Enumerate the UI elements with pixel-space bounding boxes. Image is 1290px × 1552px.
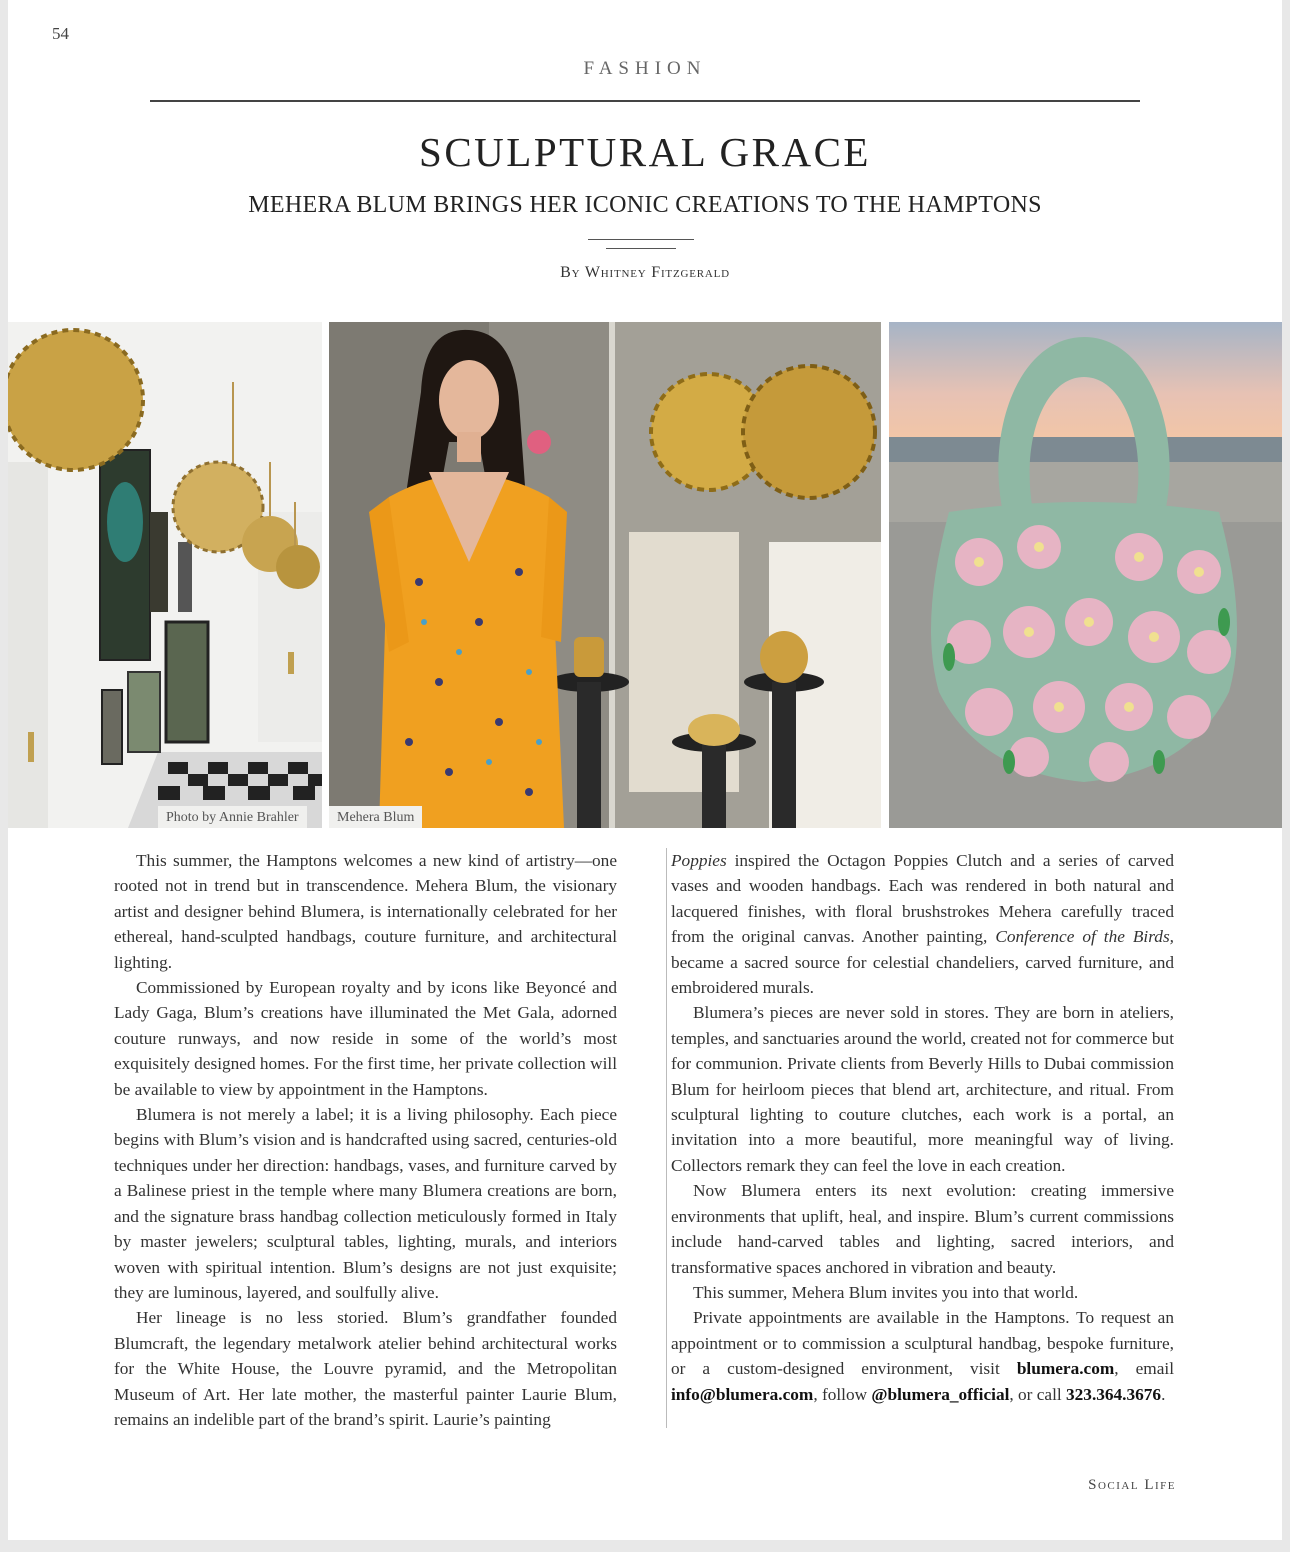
article-headline: SCULPTURAL GRACE [419, 129, 871, 175]
ornament-rule [588, 239, 694, 240]
text-run: , follow [813, 1384, 872, 1404]
photo-credit: Mehera Blum [329, 806, 422, 828]
body-paragraph [671, 848, 1174, 1000]
portrait-photo [329, 322, 881, 828]
text-run: became a sacred source for celestial chandeliers, carved furniture, and embroidered murals. [671, 952, 1174, 998]
magazine-footer: Social Life [1088, 1477, 1176, 1493]
section-label: FASHION [583, 58, 707, 79]
body-paragraph: Her lineage is no less storied. Blum’s grandfather founded Blumcraft, the legendary metalwork atelier behind architectural works for the White House, the Louvre pyramid, and the Metropolitan Museum of Art. Her late mother, the masterful painter Laurie Blum, remains an indelible part of the brand’s spirit. Laurie’s painting [114, 1308, 617, 1429]
text-run: Private appointments are available in the Hamptons. To request an appointment or to commission a sculptural handbag, bespoke furniture, or a custom-designed environment, visit [671, 1308, 1174, 1379]
hallway-photo [8, 322, 322, 828]
body-paragraph: Blumera is not merely a label; it is a living philosophy. Each piece begins with Blum’s vision and is handcrafted using sacred, centuries-old techniques under her direction: handbags, vases, and furniture carved by a Balinese priest in the temple where many Blumera creations are born, and the signature brass handbag collection meticulously formed in Italy by master jewelers; sculptural tables, lighting, murals, and interiors woven with spiritual intention. Blum’s designs are not just exquisite; they are luminous, layered, and soulfully alive. [114, 1105, 617, 1302]
social-handle[interactable]: @blumera_official [871, 1384, 1010, 1404]
magazine-page [8, 0, 1282, 1540]
header-rule [150, 100, 1140, 102]
text-run: . [1161, 1384, 1166, 1404]
phone-number[interactable]: 323.364.3676 [1066, 1384, 1162, 1404]
text-run: , or call [1009, 1384, 1067, 1404]
byline: By Whitney Fitzgerald [560, 264, 730, 281]
handbag-photo [889, 322, 1282, 828]
email-link[interactable]: info@blumera.com [671, 1384, 814, 1404]
contact-paragraph [671, 1305, 1174, 1407]
page-number: 54 [52, 24, 69, 43]
text-run: inspired the Octagon Poppies Clutch and a series of carved vases and wooden handbags. Each was rendered in both natural and lacquered finishes, with floral brushstrokes Mehera carefully traced from the original canvas. Another painting, [671, 851, 1174, 947]
column-divider [666, 848, 667, 1428]
article-column-right [671, 848, 1174, 1407]
article-column-left [114, 848, 617, 1432]
body-paragraph: This summer, the Hamptons welcomes a new kind of artistry—one rooted not in trend but in transcendence. Mehera Blum, the visionary artist and designer behind Blumera, is internationally celebrated for her ethereal, hand-sculpted handbags, couture furniture, and architectural lighting. [114, 851, 617, 972]
body-paragraph: This summer, Mehera Blum invites you into that world. [693, 1282, 1079, 1302]
ornament-rule [606, 248, 676, 249]
website-link[interactable]: blumera.com [1016, 1359, 1115, 1379]
text-run: , email [1114, 1359, 1174, 1379]
body-paragraph: Blumera’s pieces are never sold in stores. They are born in ateliers, temples, and sanctuaries around the world, created not for commerce but for communion. Private clients from Beverly Hills to Dubai commission Blum for heirloom pieces that blend art, architecture, and ritual. From sculptural lighting to couture clutches, each work is a portal, an invitation into a more beautiful, more meaningful way of living. Collectors remark they can feel the love in each creation. [671, 1003, 1174, 1175]
photo-credit: Photo by Annie Brahler [158, 806, 307, 828]
body-paragraph: Now Blumera enters its next evolution: creating immersive environments that uplift, heal, and inspire. Blum’s current commissions include hand-carved tables and lighting, sacred interiors, and transformative spaces anchored in vibration and beauty. [671, 1181, 1174, 1277]
article-subheadline: MEHERA BLUM BRINGS HER ICONIC CREATIONS TO THE HAMPTONS [248, 192, 1042, 218]
painting-title: Conference of the Birds, [995, 927, 1174, 947]
body-paragraph: Commissioned by European royalty and by icons like Beyoncé and Lady Gaga, Blum’s creations have illuminated the Met Gala, adorned couture runways, and now reside in some of the world’s most exquisitely designed homes. For the first time, her private collection will be available to view by appointment in the Hamptons. [114, 978, 617, 1099]
painting-title: Poppies [671, 851, 727, 870]
